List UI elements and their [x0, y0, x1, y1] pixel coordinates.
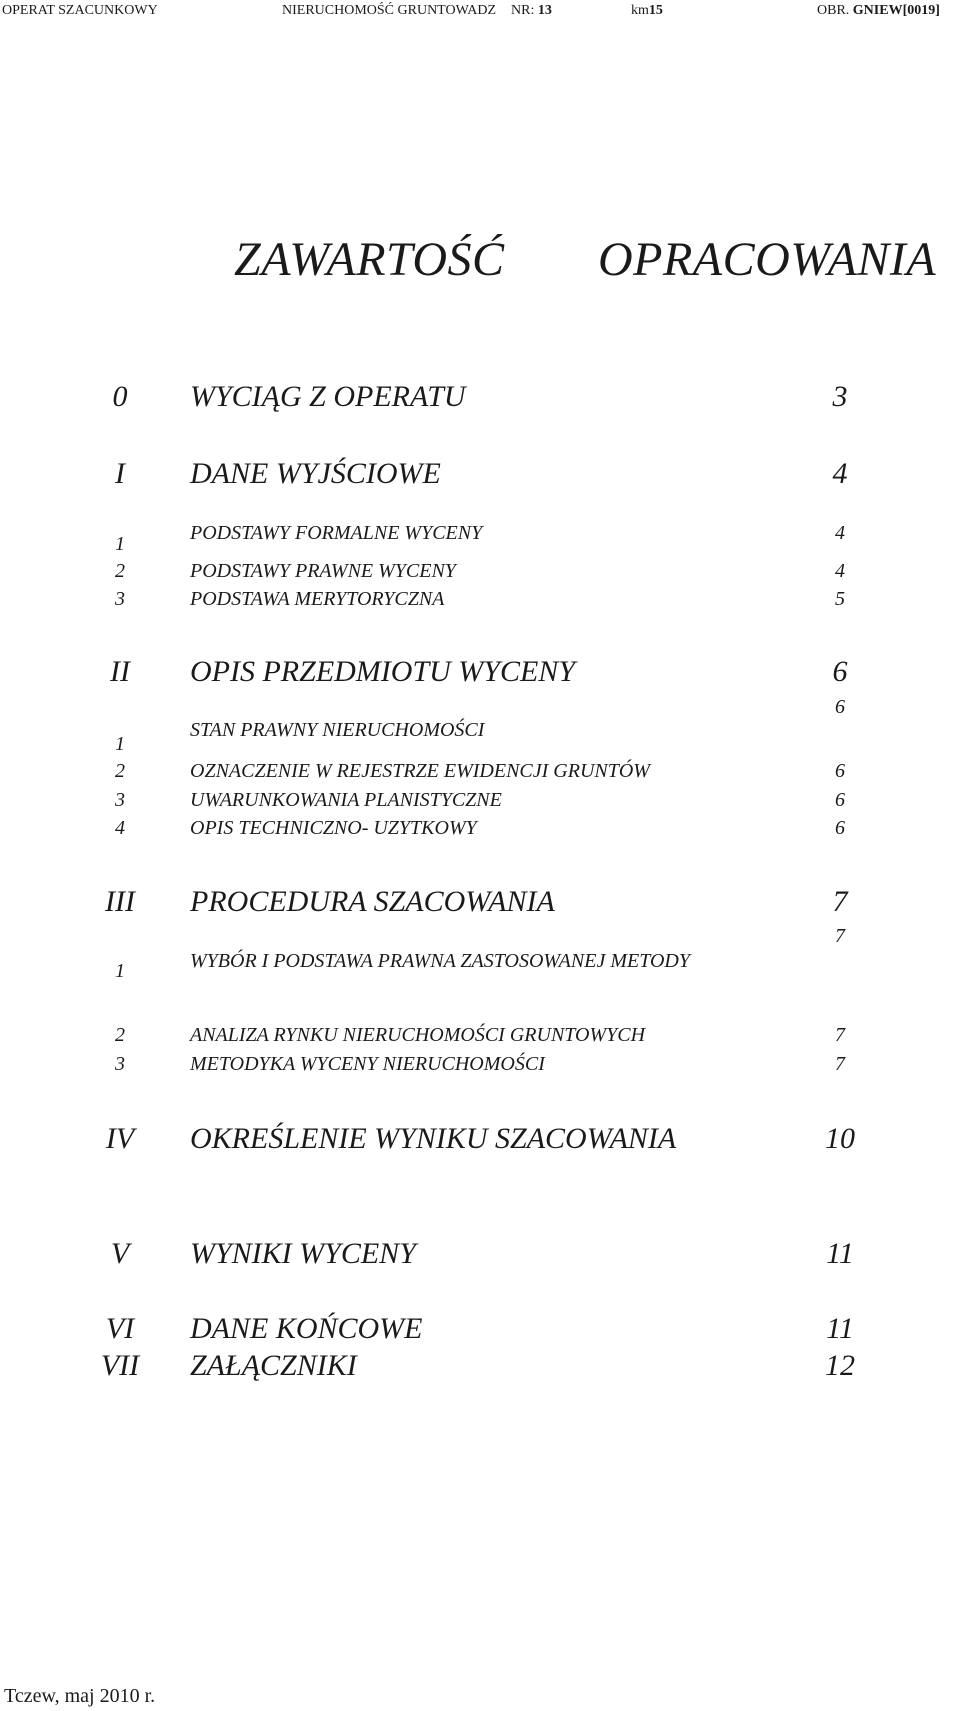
section-number: I	[115, 457, 125, 490]
section-page: 3	[832, 380, 848, 413]
item-number: 1	[115, 960, 125, 982]
section-number: 0	[112, 380, 128, 413]
footer-place-date: Tczew, maj 2010 r.	[4, 1685, 156, 1707]
item-title: PODSTAWY FORMALNE WYCENY	[190, 522, 483, 544]
item-number: 3	[115, 588, 125, 610]
item-page: 6	[835, 760, 845, 782]
item-title: PODSTAWA MERYTORYCZNA	[190, 588, 445, 610]
header-obr	[817, 3, 940, 19]
item-number: 1	[115, 533, 125, 555]
item-number: 2	[115, 560, 125, 582]
header-nr-label: NR:	[511, 3, 535, 18]
section-page: 11	[826, 1237, 854, 1270]
item-title: WYBÓR I PODSTAWA PRAWNA ZASTOSOWANEJ METODY	[190, 950, 690, 972]
item-title: ANALIZA RYNKU NIERUCHOMOŚCI GRUNTOWYCH	[190, 1024, 646, 1046]
item-page: 4	[835, 560, 845, 582]
section-title: DANE KOŃCOWE	[190, 1312, 423, 1345]
section-page: 4	[832, 457, 848, 490]
item-page: 6	[835, 789, 845, 811]
section-title: DANE WYJŚCIOWE	[190, 457, 441, 490]
item-page: 6	[835, 817, 845, 839]
section-number: V	[110, 1237, 130, 1270]
item-title: PODSTAWY PRAWNE WYCENY	[190, 560, 456, 582]
item-title: OZNACZENIE W REJESTRZE EWIDENCJI GRUNTÓW	[190, 760, 650, 782]
header-obr-label: OBR.	[817, 3, 850, 18]
item-number: 2	[115, 1024, 125, 1046]
header-nr-value: 13	[537, 3, 552, 18]
section-number: II	[110, 655, 130, 688]
section-title: ZAŁĄCZNIKI	[190, 1349, 357, 1382]
section-page: 12	[825, 1349, 855, 1382]
title-word-2: OPRACOWANIA	[598, 233, 937, 286]
section-number: IV	[105, 1122, 135, 1155]
item-title: METODYKA WYCENY NIERUCHOMOŚCI	[190, 1053, 545, 1075]
header-km	[631, 3, 663, 19]
item-page: 5	[835, 588, 845, 610]
item-number: 4	[115, 817, 125, 839]
header-km-value: 15	[648, 3, 663, 18]
section-page: 7	[832, 885, 848, 918]
item-title: UWARUNKOWANIA PLANISTYCZNE	[190, 789, 502, 811]
header-km-label: km	[631, 3, 649, 18]
header-doc-type: OPERAT SZACUNKOWY	[2, 3, 158, 18]
item-title: OPIS TECHNICZNO- UZYTKOWY	[190, 817, 477, 839]
section-page: 10	[825, 1122, 855, 1155]
section-title: WYCIĄG Z OPERATU	[190, 380, 466, 413]
section-number: VI	[105, 1312, 135, 1345]
section-page: 6	[832, 655, 848, 688]
title-word-1: ZAWARTOŚĆ	[234, 233, 505, 286]
item-title: STAN PRAWNY NIERUCHOMOŚCI	[190, 719, 485, 741]
section-title: OPIS PRZEDMIOTU WYCENY	[190, 655, 576, 688]
section-title: WYNIKI WYCENY	[190, 1237, 416, 1270]
section-number: VII	[100, 1349, 140, 1382]
item-number: 1	[115, 733, 125, 755]
section-title: PROCEDURA SZACOWANIA	[190, 885, 555, 918]
header-obr-value: GNIEW[0019]	[852, 3, 940, 18]
header-property: NIERUCHOMOŚĆ GRUNTOWADZ	[282, 3, 497, 18]
section-title: OKREŚLENIE WYNIKU SZACOWANIA	[190, 1122, 677, 1155]
item-number: 3	[115, 789, 125, 811]
item-page: 7	[835, 1053, 845, 1075]
item-page: 4	[835, 522, 845, 544]
section-number: III	[105, 885, 135, 918]
header-nr	[511, 3, 552, 19]
item-page: 6	[835, 696, 845, 718]
section-page: 11	[826, 1312, 854, 1345]
item-number: 2	[115, 760, 125, 782]
item-page: 7	[835, 1024, 845, 1046]
item-page: 7	[835, 925, 845, 947]
item-number: 3	[115, 1053, 125, 1075]
